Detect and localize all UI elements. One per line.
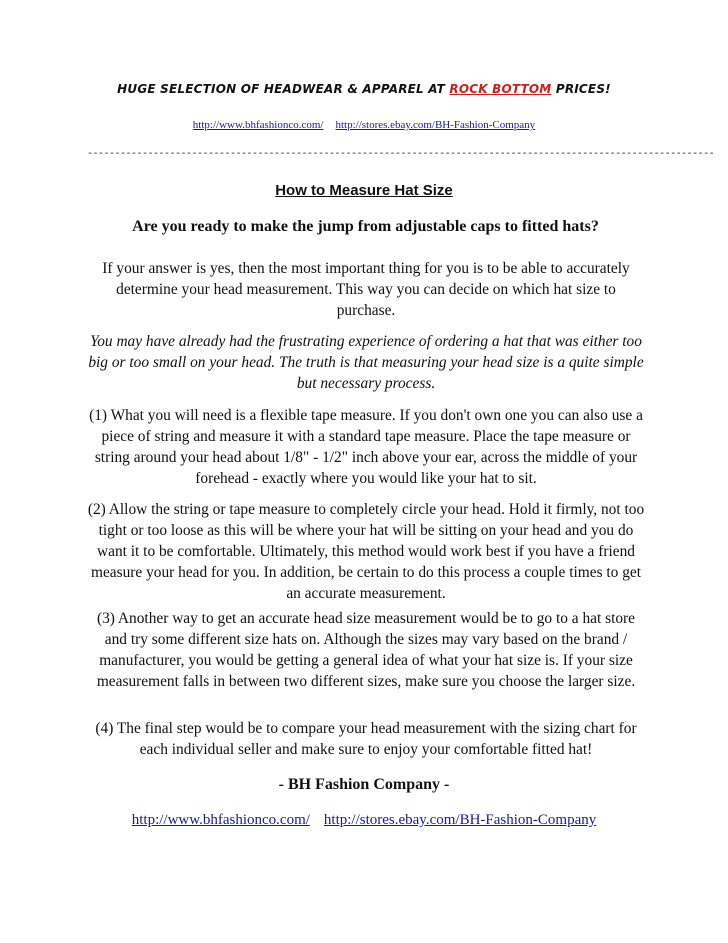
header-links (0, 119, 728, 131)
banner-highlight: ROCK BOTTOM (449, 82, 552, 96)
footer-ebay-link[interactable]: http://stores.ebay.com/BH-Fashion-Company (323, 812, 597, 828)
step-3-paragraph: (3) Another way to get an accurate head size measurement would be to go to a hat store and try some different size hats on. Although the sizes may vary based on the brand / manufacturer, you would be getting a general idea of what your hat size is. If your size measurement falls in between two different sizes, make sure you choose the larger size. (96, 610, 636, 690)
banner-text-pre: HUGE SELECTION OF HEADWEAR & APPAREL AT (117, 82, 450, 96)
banner-text-post: PRICES! (551, 82, 611, 96)
header-site-link[interactable]: http://www.bhfashionco.com/ (192, 119, 324, 131)
article-subtitle: Are you ready to make the jump from adjustable caps to fitted hats? (132, 218, 599, 235)
step-2-paragraph: (2) Allow the string or tape measure to completely circle your head. Hold it firmly, not too tight or too loose as this will be where your hat will be sitting on your head and you do want it to be comfortable. Ultimately, this method would work best if you have a friend measure your head for you. In addition, be certain to do this process a couple times to get an accurate measurement. (87, 501, 645, 602)
article-title: How to Measure Hat Size (275, 182, 453, 199)
footer-site-link[interactable]: http://www.bhfashionco.com/ (131, 812, 310, 828)
dashed-divider: ------------------------------------------------------------------------------------------------------------------ (87, 149, 715, 160)
step-1-paragraph: (1) What you will need is a flexible tape measure. If you don't own one you can also use a piece of string and measure it with a standard tape measure. Place the tape measure or string around your head about 1/8" - 1/2" inch above your ear, across the middle of your forehead - exactly where you would like your hat to sit. (89, 407, 643, 487)
promo-banner (0, 82, 728, 96)
intro-paragraph: If your answer is yes, then the most important thing for you is to be able to accurately determine your head measurement. This way you can decide on which hat size to purchase. (102, 260, 630, 319)
footer-links (0, 812, 728, 829)
header-ebay-link[interactable]: http://stores.ebay.com/BH-Fashion-Company (335, 119, 536, 131)
signoff: - BH Fashion Company - (278, 776, 450, 793)
experience-paragraph: You may have already had the frustrating experience of ordering a hat that was either too big or too small on your head. The truth is that measuring your head size is a quite simple but necessary process. (88, 333, 644, 392)
step-4-paragraph: (4) The final step would be to compare your head measurement with the sizing chart for each individual seller and make sure to enjoy your comfortable fitted hat! (95, 720, 637, 758)
